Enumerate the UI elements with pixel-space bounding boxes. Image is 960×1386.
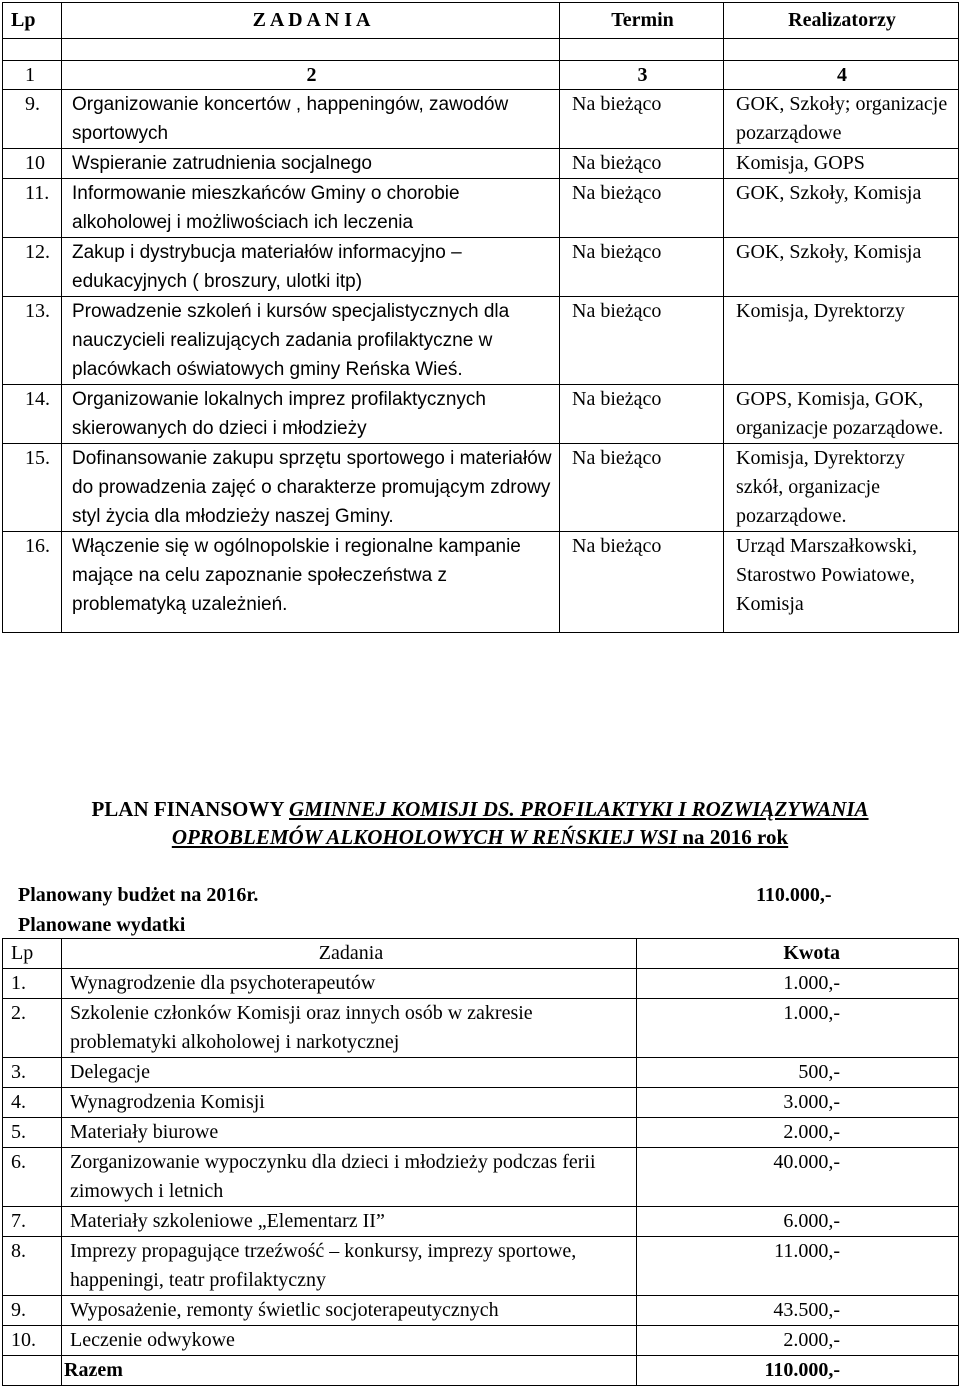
row-task: Zorganizowanie wypoczynku dla dzieci i młodzieży podczas ferii zimowych i letnich	[62, 1148, 637, 1207]
row-termin: Na bieżąco	[560, 297, 724, 385]
row-lp: 9.	[3, 1296, 62, 1326]
row-termin: Na bieżąco	[560, 444, 724, 532]
row-realizatorzy: GOPS, Komisja, GOK, organizacje pozarządowe.	[724, 385, 959, 444]
row-task: Wspieranie zatrudnienia socjalnego	[62, 149, 560, 179]
row-realizatorzy: Komisja, GOPS	[724, 149, 959, 179]
row-task: Włączenie się w ogólnopolskie i regionalne kampanie mające na celu zapoznanie społeczeństwa z problematyką uzależnień.	[62, 532, 560, 633]
row-amount: 1.000,-	[637, 969, 959, 999]
table-row	[3, 1237, 959, 1296]
table-row	[3, 385, 959, 444]
row-task: Wyposażenie, remonty świetlic socjoterapeutycznych	[62, 1296, 637, 1326]
row-task: Szkolenie członków Komisji oraz innych osób w zakresie problematyki alkoholowej i narkotycznej	[62, 999, 637, 1058]
row-realizatorzy: Urząd Marszałkowski, Starostwo Powiatowe, Komisja	[724, 532, 959, 633]
row-termin: Na bieżąco	[560, 179, 724, 238]
row-task: Dofinansowanie zakupu sprzętu sportowego i materiałów do prowadzenia zajęć o charakterze promującym zdrowy styl życia dla młodzieży naszej Gminy.	[62, 444, 560, 532]
table-row	[3, 149, 959, 179]
row-amount: 40.000,-	[637, 1148, 959, 1207]
row-lp: 12.	[3, 238, 62, 297]
header-kwota: Kwota	[637, 939, 959, 969]
row-amount: 11.000,-	[637, 1237, 959, 1296]
table-row	[3, 1207, 959, 1237]
total-label: Razem	[62, 1356, 637, 1386]
table-row	[3, 1118, 959, 1148]
table-row	[3, 532, 959, 633]
table-row	[3, 238, 959, 297]
row-realizatorzy: Komisja, Dyrektorzy szkół, organizacje pozarządowe.	[724, 444, 959, 532]
plan-title-line1	[0, 795, 960, 823]
row-lp: 14.	[3, 385, 62, 444]
expenses-table	[2, 938, 959, 1386]
column-number: 3	[560, 61, 724, 90]
row-lp: 15.	[3, 444, 62, 532]
row-termin: Na bieżąco	[560, 90, 724, 149]
row-termin: Na bieżąco	[560, 532, 724, 633]
row-amount: 2.000,-	[637, 1118, 959, 1148]
header-row	[3, 3, 959, 39]
column-number: 4	[724, 61, 959, 90]
row-lp: 6.	[3, 1148, 62, 1207]
row-lp: 5.	[3, 1118, 62, 1148]
row-lp: 8.	[3, 1237, 62, 1296]
row-realizatorzy: GOK, Szkoły, Komisja	[724, 238, 959, 297]
plan-title-problems: OPROBLEMÓW ALKOHOLOWYCH W REŃSKIEJ WSI	[171, 825, 678, 849]
budget-summary	[18, 880, 858, 940]
header-row	[3, 939, 959, 969]
row-task: Materiały szkoleniowe „Elementarz II”	[62, 1207, 637, 1237]
table-row	[3, 297, 959, 385]
row-task: Organizowanie koncertów , happeningów, zawodów sportowych	[62, 90, 560, 149]
row-task: Zakup i dystrybucja materiałów informacyjno – edukacyjnych ( broszury, ulotki itp)	[62, 238, 560, 297]
table-row	[3, 1296, 959, 1326]
row-amount: 500,-	[637, 1058, 959, 1088]
table-row	[3, 1088, 959, 1118]
header-realizatorzy: Realizatorzy	[724, 3, 959, 39]
row-realizatorzy: GOK, Szkoły, Komisja	[724, 179, 959, 238]
row-task: Materiały biurowe	[62, 1118, 637, 1148]
table-row	[3, 90, 959, 149]
plan-title-commission: GMINNEJ KOMISJI DS. PROFILAKTYKI I ROZWIĄZYWANIA	[289, 797, 869, 821]
row-lp: 16.	[3, 532, 62, 633]
row-task: Prowadzenie szkoleń i kursów specjalistycznych dla nauczycieli realizujących zadania profilaktyczne w placówkach oświatowych gminy Reńska Wieś.	[62, 297, 560, 385]
row-realizatorzy: Komisja, Dyrektorzy	[724, 297, 959, 385]
row-task: Wynagrodzenie dla psychoterapeutów	[62, 969, 637, 999]
table-row	[3, 179, 959, 238]
table-row	[3, 1326, 959, 1356]
row-termin: Na bieżąco	[560, 238, 724, 297]
plan-title-line2	[0, 823, 960, 851]
row-lp: 4.	[3, 1088, 62, 1118]
row-task: Imprezy propagujące trzeźwość – konkursy, imprezy sportowe, happeningi, teatr profilaktyczny	[62, 1237, 637, 1296]
row-task: Informowanie mieszkańców Gminy o chorobie alkoholowej i możliwościach ich leczenia	[62, 179, 560, 238]
row-task: Wynagrodzenia Komisji	[62, 1088, 637, 1118]
row-lp: 11.	[3, 179, 62, 238]
table-row	[3, 444, 959, 532]
row-lp: 10	[3, 149, 62, 179]
row-amount: 6.000,-	[637, 1207, 959, 1237]
column-number: 2	[62, 61, 560, 90]
row-lp: 7.	[3, 1207, 62, 1237]
row-lp: 2.	[3, 999, 62, 1058]
row-lp: 13.	[3, 297, 62, 385]
table-row	[3, 1058, 959, 1088]
plan-title-year: na 2016 rok	[677, 825, 789, 849]
row-amount: 2.000,-	[637, 1326, 959, 1356]
spacer-row	[3, 39, 959, 61]
row-amount: 1.000,-	[637, 999, 959, 1058]
row-lp: 9.	[3, 90, 62, 149]
tasks-table	[2, 2, 959, 633]
header-lp: Lp	[3, 939, 62, 969]
budget-label: Planowany budżet na 2016r.	[18, 884, 259, 906]
row-amount: 3.000,-	[637, 1088, 959, 1118]
row-task: Leczenie odwykowe	[62, 1326, 637, 1356]
row-realizatorzy: GOK, Szkoły; organizacje pozarządowe	[724, 90, 959, 149]
total-row	[3, 1356, 959, 1386]
budget-amount: 110.000,-	[756, 884, 832, 906]
header-zadania: Zadania	[62, 939, 637, 969]
plan-title	[0, 795, 960, 851]
row-termin: Na bieżąco	[560, 149, 724, 179]
table-row	[3, 1148, 959, 1207]
column-number: 1	[3, 61, 62, 90]
header-zadania: Z A D A N I A	[62, 3, 560, 39]
row-lp: 1.	[3, 969, 62, 999]
plan-title-prefix: PLAN FINANSOWY	[91, 797, 289, 821]
row-lp: 3.	[3, 1058, 62, 1088]
header-termin: Termin	[560, 3, 724, 39]
planned-expenses-label: Planowane wydatki	[18, 914, 186, 936]
row-termin: Na bieżąco	[560, 385, 724, 444]
header-lp: Lp	[3, 3, 62, 39]
column-number-row	[3, 61, 959, 90]
table-row	[3, 999, 959, 1058]
row-task: Organizowanie lokalnych imprez profilaktycznych skierowanych do dzieci i młodzieży	[62, 385, 560, 444]
row-amount: 43.500,-	[637, 1296, 959, 1326]
row-task: Delegacje	[62, 1058, 637, 1088]
total-amount: 110.000,-	[637, 1356, 959, 1386]
row-lp: 10.	[3, 1326, 62, 1356]
table-row	[3, 969, 959, 999]
